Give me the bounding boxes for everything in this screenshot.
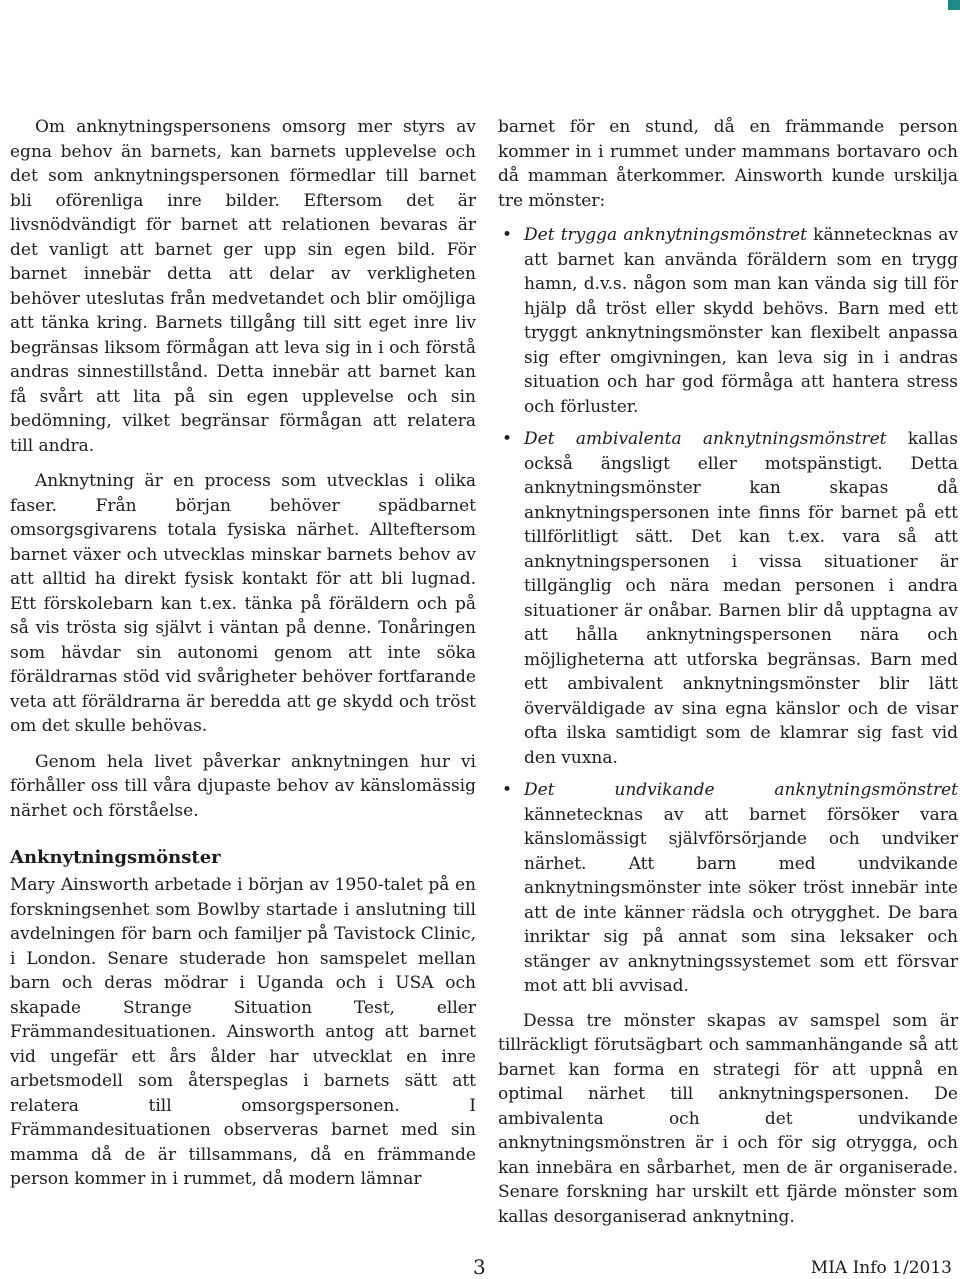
paragraph-attachment-phases: Anknytning är en process som utvecklas i olika faser. Från början behöver spädbarnet omsorgsgivarens totala fysiska närhet. Allteftersom barnet växer och utvecklas minskar barnets behov av att alltid ha direkt fysisk kontakt för att bli lugnad. Ett förskolebarn kan t.ex. tänka på föräldern och på så vis trösta sig självt i väntan på denne. Tonåringen som hävdar sin autonomi genom att inte söka föräldrarnas stöd vid svårigheter behöver fortfarande veta att föräldrarna är beredda att ge skydd och tröst om det skulle behövas.: [10, 471, 476, 736]
paragraph-strange-situation-cont: barnet för en stund, då en främmande person kommer in i rummet under mammans bortavaro och då mamman återkommer. Ainsworth kunde urskilja tre mönster:: [498, 117, 958, 211]
term-ambivalent: Det ambivalenta anknytningsmönstret: [524, 429, 887, 449]
publication-label: MIA Info 1/2013: [810, 1258, 952, 1278]
paragraph-ainsworth: Mary Ainsworth arbetade i början av 1950-talet på en forskningsenhet som Bowlby startade i anslutning till avdelningen för barn och familjer på Tavistock Clinic, i London. Senare studerade hon samspelet mellan barn och deras mödrar i Uganda och i USA och skapade Strange Situation Test, eller Främmandesituationen. Ainsworth antog att barnet vid ungefär ett års ålder har utvecklat en inre arbetsmodell som återspeglas i barnets sätt att relatera till omsorgspersonen. I Främmandesituationen observeras barnet med sin mamma då de är tillsammans, då en främmande person kommer in i rummet, då modern lämnar: [10, 875, 476, 1189]
description-secure: kännetecknas av att barnet kan använda föräldern som en trygg hamn, d.v.s. någon som man kan vända sig till för hjälp då tröst eller skydd behövs. Barn med ett tryggt anknytningsmönster kan flexibelt anpassa sig efter omgivningen, kan leva sig in i andras situation och har god förmåga att hantera stress och förluster.: [524, 225, 958, 417]
list-item-secure: [498, 223, 958, 419]
paragraph-inner-images: Om anknytningspersonens omsorg mer styrs av egna behov än barnets, kan barnets upplevelse och det som anknytningspersonen förmedlar till barnet bli oförenliga inre bilder. Eftersom det är livsnödvändigt för barnet att relationen bevaras är det vanligt att barnet ger upp sin egen bild. För barnet innebär detta att delar av verkligheten behöver uteslutas från medvetandet och blir omöjliga att tänka kring. Barnets tillgång till sitt eget inre liv begränsas liksom förmågan att leva sig in i och förstå andras sinnestillstånd. Detta innebär att barnet kan få svårt att lita på sin egen upplevelse och sin bedömning, vilket begränsar förmågan att relatera till andra.: [10, 117, 476, 456]
description-ambivalent: kallas också ängsligt eller motspänstigt. Detta anknytningsmönster kan skapas då anknytningspersonen inte finns för barnet på ett tillförlitligt sätt. Det kan t.ex. vara så att anknytningspersonen i vissa situationer är tillgänglig och nära medan personen i andra situationer är onåbar. Barnen blir då upptagna av att hålla anknytningspersonen nära och möjligheterna att utforska begränsas. Barn med ett ambivalent anknytningsmönster blir lätt överväldigade av sina egna känslor och de visar ofta ilska samtidigt som de klamrar sig fast vid den vuxna.: [524, 429, 958, 768]
term-secure: Det trygga anknytningsmönstret: [524, 225, 807, 245]
paragraph-lifelong-attachment: Genom hela livet påverkar anknytningen hur vi förhåller oss till våra djupaste behov av känslomässig närhet och förståelse.: [10, 751, 476, 821]
paragraph-patterns-summary: Dessa tre mönster skapas av samspel som är tillräckligt förutsägbart och sammanhängande så att barnet kan forma en strategi för att uppnå en optimal närhet till anknytningspersonen. De ambivalenta och det undvikande anknytningsmönstren är i och för sig otrygga, och kan innebära en sårbarhet, men de är organiserade. Senare forskning har urskilt ett fjärde mönster som kallas desorganiserad anknytning.: [498, 1010, 958, 1227]
list-item-avoidant: [498, 778, 958, 999]
section-heading: Anknytningsmönster: [10, 847, 221, 868]
page-number: 3: [473, 1255, 486, 1279]
left-column: [10, 115, 476, 1192]
term-avoidant: Det undvikande anknytningsmönstret: [524, 780, 958, 800]
description-avoidant: kännetecknas av att barnet försöker vara känslomässigt självförsörjande och undviker närhet. Att barn med undvikande anknytningsmönster inte söker tröst innebär inte att de inte känner rädsla och otrygghet. De bara inriktar sig på annat som sina leksaker och stänger av anknytningssystemet som ett försvar mot att bli avvisad.: [524, 804, 958, 996]
right-column: [498, 115, 958, 1229]
list-item-ambivalent: [498, 427, 958, 770]
attachment-pattern-list: [498, 223, 958, 999]
corner-color-mark: [948, 0, 960, 10]
